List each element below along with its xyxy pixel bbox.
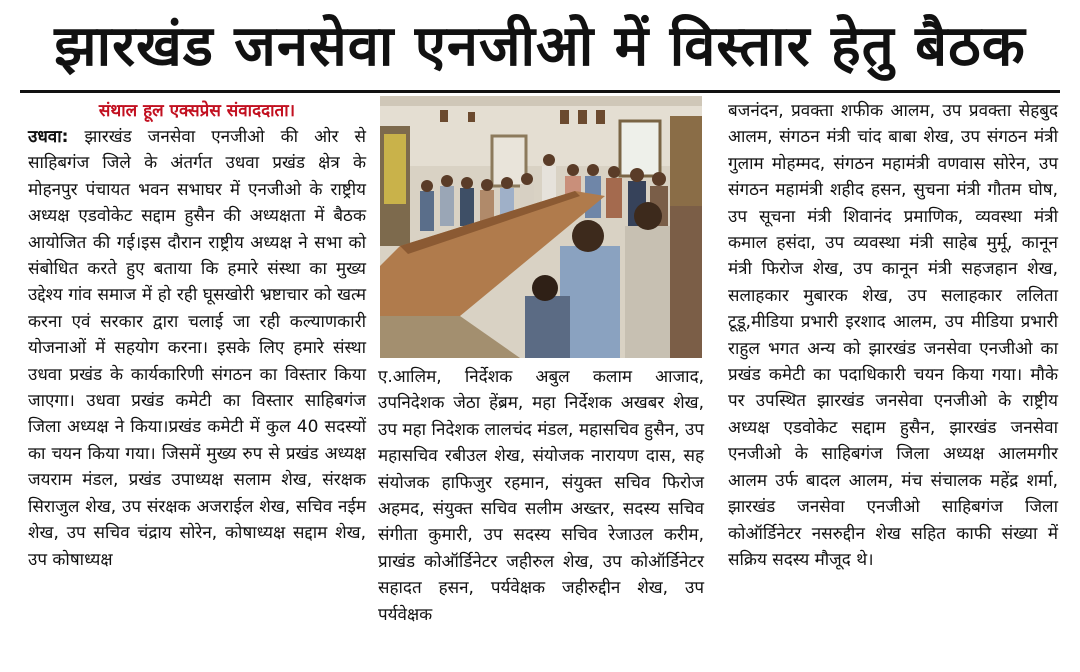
meeting-photo	[380, 96, 702, 358]
headline: झारखंड जनसेवा एनजीओ में विस्तार हेतु बैठक	[54, 14, 1026, 79]
article-column-3	[728, 98, 1058, 573]
dateline-place: उधवा:	[28, 127, 69, 147]
article-text-3: बजनंदन, प्रवक्ता शफीक आलम, उप प्रवक्ता सेहबुद आलम, संगठन मंत्री चांद बाबा शेख, उप संगठन मंत्री गुलाम मोहम्मद, संगठन महामंत्री वणवास सोरेन, उप संगठन महामंत्री शहीद हसन, सुचना मंत्री गौतम घोष, उप सूचना मंत्री शिवानंद प्रमाणिक, व्यवस्था मंत्री कमाल हसंदा, उप व्यवस्था मंत्री साहेब मुर्मू, कानून मंत्री फिरोज शेख, उप कानून मंत्री सहजहान शेख, सलाहकार मुबारक शेख, उप सलाहकार ललिता टूडू,मीडिया प्रभारी इरशाद आलम, उप मीडिया प्रभारी राहुल भगत अन्य को झारखंड जनसेवा एनजीओ का प्रखंड कमेटी का पदाधिकारी चयन किया गया। मौके पर उपस्थित झारखंड जनसेवा एनजीओ के राष्ट्रीय अध्यक्ष एडवोकेट सद्दाम हुसैन, झारखंड जनसेवा एनजीओ के साहिबगंज जिला अध्यक्ष आलमगीर आलम उर्फ बादल आलम, मंच संचालक महेंद्र शर्मा, झारखंड जनसेवा एनजीओ साहिबगंज जिला कोऑर्डिनेटर नसरुद्दीन शेख सहित काफी संख्या में सक्रिय सदस्य मौजूद थे।	[728, 101, 1058, 570]
article-text-1: झारखंड जनसेवा एनजीओ की ओर से साहिबगंज जिले के अंतर्गत उधवा प्रखंड क्षेत्र के मोहनपुर पंचायत भवन सभाघर में एनजीओ के राष्ट्रीय अध्यक्ष एडवोकेट सद्दाम हुसैन की अध्यक्षता में बैठक आयोजित की गई।इस दौरान राष्ट्रीय अध्यक्ष ने सभा को संबोधित करते हुए बताया कि हमारे संस्था का मुख्य उद्देश्य गांव समाज में हो रही घूसखोरी भ्रष्टाचार को खत्म करना एवं सरकार द्वारा चलाई जा रही कल्याणकारी योजनाओं में सहयोग करना। इसके लिए हमारे संस्था उधवा प्रखंड के कार्यकारिणी संगठन का विस्तार किया जाएगा। उधवा प्रखंड कमेटी का विस्तार साहिबगंज जिला अध्यक्ष ने किया।प्रखंड कमेटी में कुल 40 सदस्यों का चयन किया गया। जिसमें मुख्य रुप से प्रखंड अध्यक्ष जयराम मंडल, प्रखंड उपाध्यक्ष सलाम शेख, संरक्षक सिराजुल शेख, उप संरक्षक अजराईल शेख, सचिव नईम शेख, उप सचिव चंद्राय सोरेन, कोषाध्यक्ष सद्दाम शेख, उप कोषाध्यक्ष	[28, 127, 366, 570]
headline-rule	[20, 90, 1060, 93]
byline: संथाल हूल एक्सप्रेस संवाददाता।	[98, 101, 296, 121]
article-column-1	[28, 98, 366, 573]
article-column-2	[378, 364, 704, 628]
article-text-2: ए.आलिम, निर्देशक अबुल कलाम आजाद, उपनिदेशक जेठा हेंब्रम, महा निर्देशक अखबर शेख, उप महा निदेशक लालचंद मंडल, महासचिव हुसैन, उप महासचिव रबीउल शेख, संयोजक नारायण दास, सह संयोजक हाफिजुर रहमान, संयुक्त सचिव फिरोज अहमद, संयुक्त सचिव सलीम अख्तर, सदस्य सचिव संगीता कुमारी, उप सदस्य सचिव रेजाउल करीम, प्राखंड कोऑर्डिनेटर जहीरुल शेख, उप कोऑर्डिनेटर सहादत हसन, पर्यवेक्षक जहीरुद्दीन शेख, उप पर्यवेक्षक	[378, 367, 704, 625]
